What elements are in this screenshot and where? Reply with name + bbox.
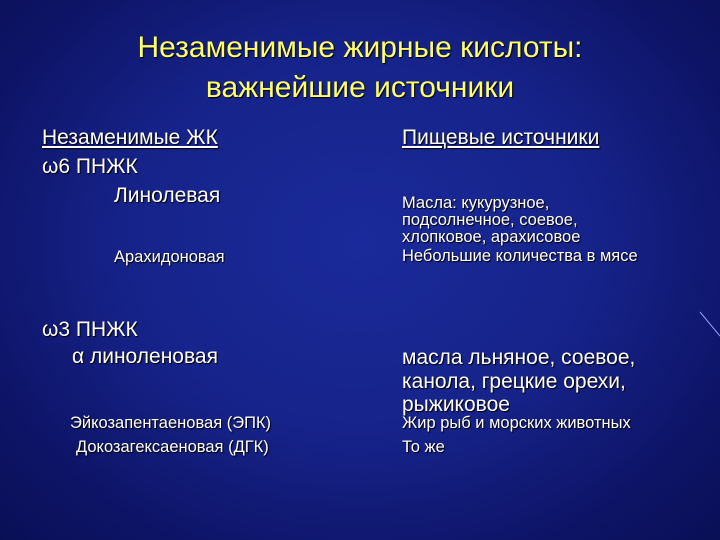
omega3-heading: ω3 ПНЖК [42, 318, 138, 341]
flax-source-line-1: масла льняное, соевое, [402, 346, 636, 369]
title-line-1: Незаменимые жирные кислоты: [137, 31, 583, 64]
dha-label: Докозагексаеновая (ДГК) [76, 438, 269, 456]
linoleic-acid-label: Линолевая [114, 184, 221, 207]
slide-title [60, 28, 660, 108]
same-source-label: То же [402, 438, 445, 456]
fish-fat-source-label: Жир рыб и морских животных [402, 414, 631, 432]
epa-label: Эйкозапентаеновая (ЭПК) [70, 414, 272, 432]
oils-source-line-3: хлопковое, арахисовое [402, 228, 581, 246]
oils-source-line-1: Масла: кукурузное, [402, 194, 550, 212]
meat-source-label: Небольшие количества в мясе [402, 247, 638, 265]
alpha-linolenic-label: α линоленовая [72, 345, 218, 368]
corner-decoration [698, 310, 720, 340]
left-column-header: Незаменимые ЖК [42, 126, 218, 149]
right-column-header: Пищевые источники [402, 126, 600, 149]
arachidonic-acid-label: Арахидоновая [114, 248, 225, 266]
flax-source-line-2: канола, грецкие орехи, [402, 370, 626, 393]
oils-source-line-2: подсолнечное, соевое, [402, 211, 578, 229]
omega6-heading: ω6 ПНЖК [42, 155, 138, 178]
title-line-2: важнейшие источники [205, 71, 515, 104]
flax-source-line-3: рыжиковое [402, 393, 510, 416]
